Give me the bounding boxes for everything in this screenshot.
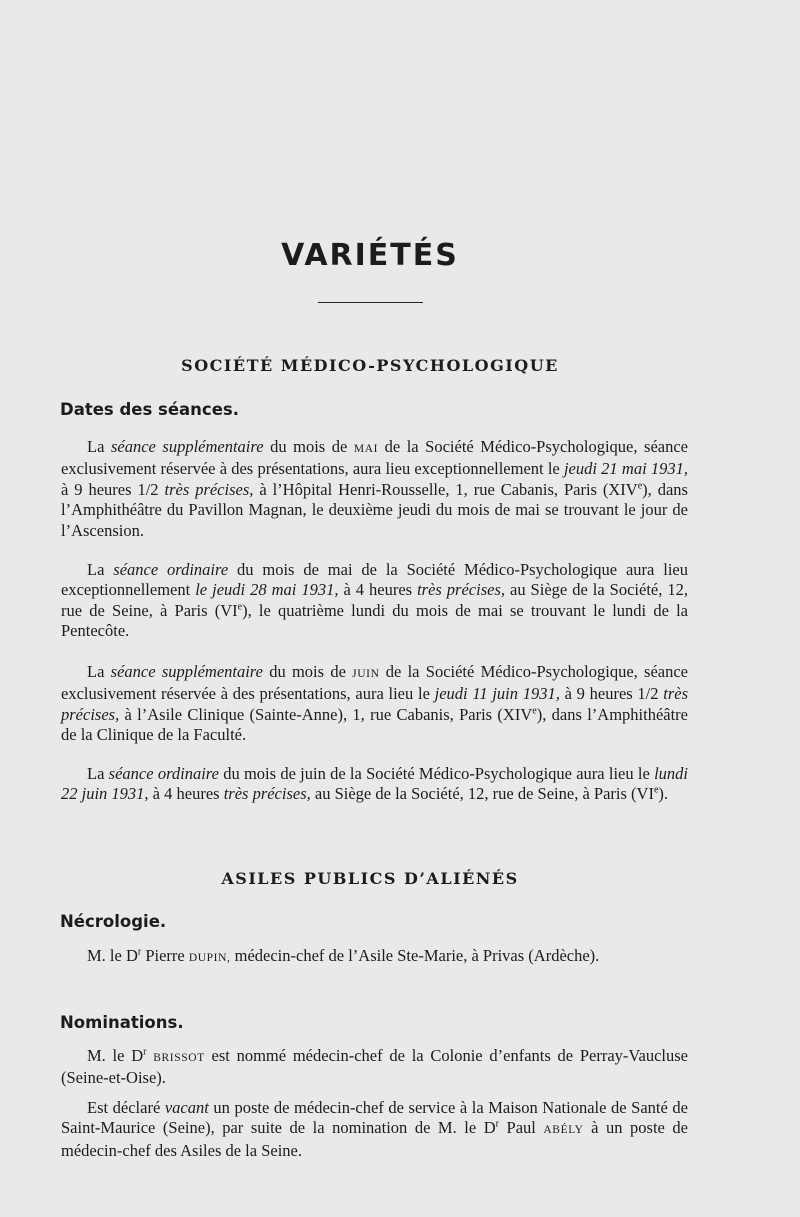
paragraph-seance-supplementaire-juin: La séance supplémentaire du mois de JUIN de la Société Médico-Psychologique, séance exclusivement réservée à des présentations, aura lieu le jeudi 11 juin 1931, à 9 heures 1/2 très précises, à l’Asile Clinique (Sainte-Anne), 1, rue Cabanis, Paris (XIVe), dans l’Amphithéâtre de la Clinique de la Faculté. [61, 662, 689, 745]
paragraph-nomination-brissot: M. le $D^r$ BRISSOT est nommé médecin-chef de la Colonie d’enfants de Perray-Vaucluse (Seine-et-Oise). [61, 1046, 688, 1088]
subheading-nominations: Nominations. [60, 1013, 184, 1032]
page-title: VARIÉTÉS [281, 238, 459, 273]
section-heading-asiles: ASILES PUBLICS D’ALIÉNÉS [221, 869, 519, 888]
section-heading-societe: SOCIÉTÉ MÉDICO-PSYCHOLOGIQUE [181, 356, 559, 375]
subheading-dates-seances: Dates des séances. [60, 400, 239, 419]
subheading-necrologie: Nécrologie. [60, 912, 167, 931]
paragraph-seance-supplementaire-mai: La séance supplémentaire du mois de MAI de la Société Médico-Psychologique, séance exclusivement réservée à des présentations, aura lieu exceptionnellement le jeudi 21 mai 1931, à 9 heures 1/2 très précises, à l’Hôpital Henri-Rousselle, 1, rue Cabanis, Paris (XIVe), dans l’Amphithéâtre du Pavillon Magnan, le deuxième jeudi du mois de mai se trouvant le jour de l’Ascension. [61, 437, 688, 540]
paragraph-seance-ordinaire-juin: La séance ordinaire du mois de juin de la Société Médico-Psychologique aura lieu le lundi 22 juin 1931, à 4 heures très précises, au Siège de la Société, 12, rue de Seine, à Paris (VIe). [61, 764, 688, 804]
paragraph-necrologie-dupin: M. le $D^r$ Pierre DUPIN, médecin-chef de l’Asile Ste-Marie, à Privas (Ardèche). [87, 946, 600, 965]
title-divider [318, 302, 423, 303]
paragraph-poste-vacant: Est déclaré vacant un poste de médecin-chef de service à la Maison Nationale de Santé de Saint-Maurice (Seine), par suite de la nomination de M. le $D^r$ Paul ABÉLY à un poste de médecin-chef des Asiles de la Seine. [61, 1098, 688, 1160]
paragraph-seance-ordinaire-mai: La séance ordinaire du mois de mai de la Société Médico-Psychologique aura lieu exceptionnellement le jeudi 28 mai 1931, à 4 heures très précises, au Siège de la Société, 12, rue de Seine, à Paris (VIe), le quatrième lundi du mois de mai se trouvant le lundi de la Pentecôte. [61, 560, 689, 641]
